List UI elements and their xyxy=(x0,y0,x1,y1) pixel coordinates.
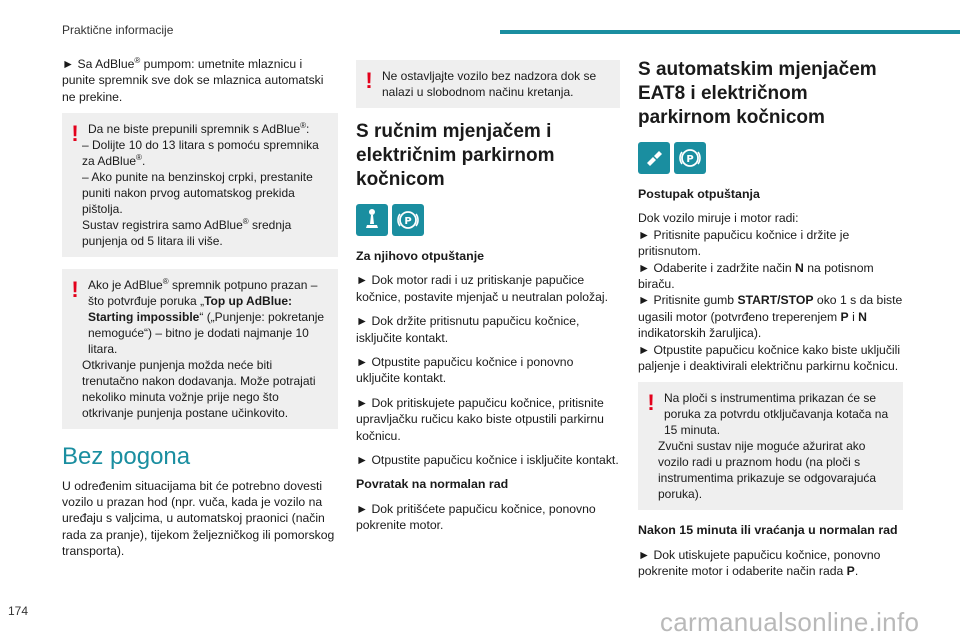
step: ► Odaberite i zadržite način N na potisnom biraču. xyxy=(638,260,874,292)
icon-row xyxy=(356,204,620,236)
step: ► Otpustite papučicu kočnice i isključite kontakt. xyxy=(356,453,619,468)
intro-text: Dok vozilo miruje i motor radi: xyxy=(638,211,799,226)
warning-icon: ! xyxy=(365,68,373,93)
step: ► Pritisnite gumb START/STOP oko 1 s da biste ugasili motor (potvrđeno treperenjem P i N indikatorskih žaruljica). xyxy=(638,293,903,341)
warning-icon: ! xyxy=(71,277,79,303)
page-number: 174 xyxy=(8,604,29,618)
subheading-release: Za njihovo otpuštanje xyxy=(356,249,485,263)
subheading-after-15-min: Nakon 15 minuta ili vraćanja u normalan rad xyxy=(638,523,898,538)
step: ► Dok držite pritisnutu papučicu kočnice, isključite kontakt. xyxy=(356,314,580,345)
svg-text:P: P xyxy=(686,154,694,165)
step: ► Dok pritišćete papučicu kočnice, ponovno pokrenite motor. xyxy=(356,501,596,533)
step: ► Pritisnite papučicu kočnice i držite je pritisnutom. xyxy=(638,227,850,259)
column-right xyxy=(638,56,903,588)
manual-gearbox-title: S ručnim mjenjačem i električnim parkirnom kočnicom xyxy=(356,121,555,190)
warning-icon: ! xyxy=(647,390,655,416)
subheading-return: Povratak na normalan rad xyxy=(356,477,509,492)
step: ► Dok utiskujete papučicu kočnice, ponovno pokrenite motor i odaberite način rada P. xyxy=(638,547,881,579)
svg-text:P: P xyxy=(404,216,412,227)
subheading-release-procedure: Postupak otpuštanja xyxy=(638,187,760,201)
gear-selector-icon xyxy=(638,142,670,174)
parking-brake-icon xyxy=(674,142,706,174)
warning-note-overfill: ! Da ne biste prepunili spremnik s AdBlue®: – Dolijte 10 do 13 litara s pomoću spremnika za AdBlue®. – Ako punite na benzinskoj crpki, prestanite puniti nakon prvog automatskog prekida pištolja. Sustav registrira samo AdBlue® srednja punjenja od 5 litara ili više. xyxy=(62,113,338,257)
warning-note-empty-tank: ! Ako je AdBlue® spremnik potpuno prazan – što potvrđuje poruka „Top up AdBlue: Starting impossible“ („Punjenje: pokretanje nemoguće“) – bitno je dodati najmanje 10 litara. Otkrivanje punjenja možda neće biti trenutačno nakon dodavanja. Može potrajati nekoliko minuta vožnje prije nego što otkrivanje punjenja postane učinkovito. xyxy=(62,269,338,429)
gear-lever-icon xyxy=(356,204,388,236)
step: ► Otpustite papučicu kočnice kako biste uključili paljenje i deaktivirali električnu parkirnu kočnicu. xyxy=(638,342,901,374)
header-title: Praktične informacije xyxy=(62,23,174,37)
section-title: Bez pogona xyxy=(62,443,191,471)
step: ► Dok motor radi i uz pritiskanje papučice kočnice, postavite mjenjač u neutralan položaj. xyxy=(356,273,609,304)
watermark: carmanualsonline.info xyxy=(660,607,920,637)
parking-brake-icon xyxy=(392,204,424,236)
automatic-gearbox-title: S automatskim mjenjačem EAT8 i električnom parkirnom kočnicom xyxy=(638,59,877,128)
step: ► Otpustite papučicu kočnice i ponovno uključite kontakt. xyxy=(356,355,574,386)
warning-note-instrument-panel: ! Na ploči s instrumentima prikazan će se poruka za potvrdu otključavanja kotača na 15 minuta. Zvučni sustav nije moguće ažurirat ako vozilo radi u praznom hodu (na ploči s instrumentima prikazuje se odgovarajuća poruka). xyxy=(638,382,903,510)
icon-row xyxy=(638,142,903,174)
warning-icon: ! xyxy=(71,121,79,147)
warning-note-unattended: ! Ne ostavljajte vozilo bez nadzora dok se nalazi u slobodnom načinu kretanja. xyxy=(356,60,620,108)
header-accent-bar xyxy=(500,30,960,34)
adblue-pump-step: ► Sa AdBlue® pumpom: umetnite mlaznicu i punite spremnik sve dok se mlaznica automatski ne prekine. xyxy=(62,55,324,104)
section-text: U određenim situacijama bit će potrebno dovesti vozilo u prazan hod (npr. vuča, kada je vozilo na uređaju s valjcima, u automatskoj praonici (način rada za pranje), tijekom željezničkog ili pomorskog transporta). xyxy=(62,478,335,559)
step: ► Dok pritiskujete papučicu kočnice, pritisnite upravljačku ručicu kako biste otpustili parkirnu kočnicu. xyxy=(356,395,604,443)
column-left xyxy=(62,56,338,568)
column-middle xyxy=(356,56,620,542)
